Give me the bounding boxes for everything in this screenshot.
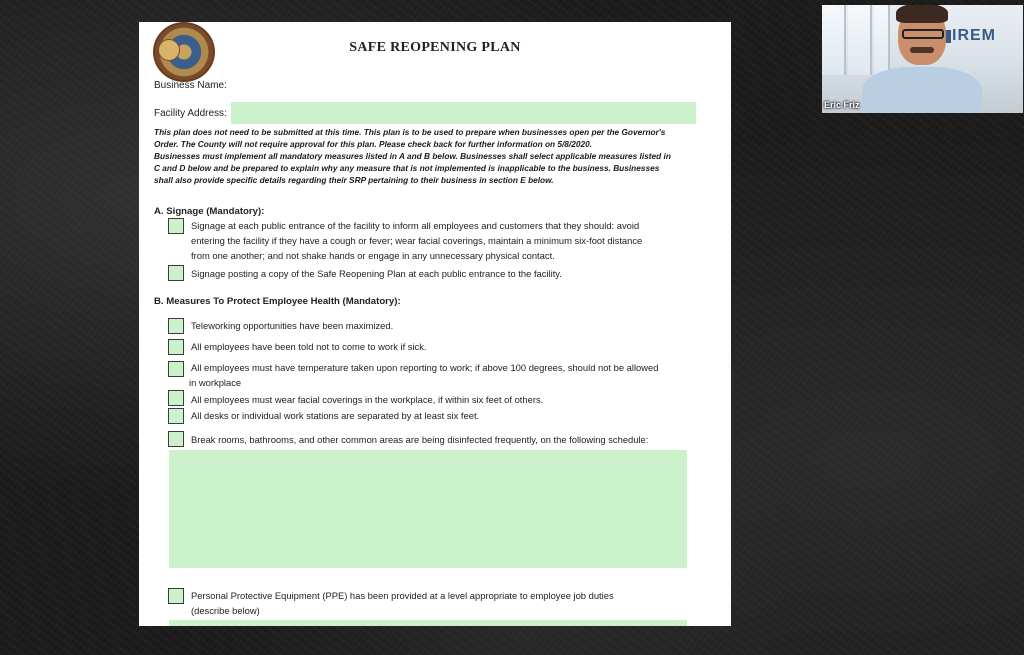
ppe-description-field[interactable]	[169, 620, 687, 626]
section-b-heading: B. Measures To Protect Employee Health (Mandatory):	[154, 296, 401, 307]
checkbox-a1[interactable]	[168, 218, 184, 234]
section-b-item-5	[191, 408, 726, 423]
disinfection-schedule-field[interactable]	[169, 450, 687, 568]
document-title: SAFE REOPENING PLAN	[349, 40, 521, 55]
item-line: All employees must wear facial coverings in the workplace, if within six feet of others.	[191, 394, 544, 405]
notice-line: This plan does not need to be submitted at this time. This plan is to be used to prepare when businesses open per the Governor's	[154, 127, 666, 137]
window-pane	[848, 5, 872, 75]
checkbox-b3[interactable]	[168, 361, 184, 377]
notice-line: Order. The County will not require approval for this plan. Please check back for further information on 5/8/2020.	[154, 139, 592, 149]
participant-moustache	[910, 47, 934, 53]
checkbox-b1[interactable]	[168, 318, 184, 334]
item-line: Signage posting a copy of the Safe Reopening Plan at each public entrance to the facility.	[191, 268, 562, 279]
item-line: Teleworking opportunities have been maximized.	[191, 320, 394, 331]
item-line: Break rooms, bathrooms, and other common areas are being disinfected frequently, on the following schedule:	[191, 434, 649, 445]
participant-glasses	[902, 29, 944, 39]
section-a-heading: A. Signage (Mandatory):	[154, 206, 265, 217]
shared-document	[139, 22, 731, 626]
window-pane	[874, 5, 890, 75]
facility-address-field[interactable]	[231, 102, 696, 124]
checkbox-a2[interactable]	[168, 265, 184, 281]
participant-shirt	[862, 67, 982, 113]
item-line: (describe below)	[191, 605, 260, 616]
section-b-item-6	[191, 432, 726, 447]
item-line: All desks or individual work stations are separated by at least six feet.	[191, 410, 480, 421]
item-line: All employees have been told not to come to work if sick.	[191, 341, 427, 352]
window-pane	[822, 5, 846, 75]
checkbox-b6[interactable]	[168, 431, 184, 447]
checkbox-b4[interactable]	[168, 390, 184, 406]
checkbox-b7[interactable]	[168, 588, 184, 604]
section-b-item-2	[191, 339, 726, 354]
item-line: Personal Protective Equipment (PPE) has been provided at a level appropriate to employee job duties	[191, 590, 614, 601]
checkbox-b5[interactable]	[168, 408, 184, 424]
checkbox-b2[interactable]	[168, 339, 184, 355]
section-a-item-1	[191, 218, 726, 263]
notice-line: Businesses must implement all mandatory measures listed in A and B below. Businesses shall select applicable measures listed in	[154, 151, 671, 161]
participant-video-tile[interactable]	[822, 5, 1023, 113]
item-line: entering the facility if they have a cough or fever; wear facial coverings, maintain a minimum six-foot distance	[191, 235, 643, 246]
section-b-item-4	[191, 392, 726, 407]
item-line: in workplace	[189, 377, 242, 388]
business-name-label: Business Name:	[154, 80, 227, 91]
irem-logo: IREM	[952, 27, 996, 44]
section-b-item-3	[191, 360, 731, 390]
section-a-item-2	[191, 266, 726, 281]
section-b-item-7	[191, 588, 726, 618]
item-line: All employees must have temperature taken upon reporting to work; if above 100 degrees, should not be allowed	[191, 362, 659, 373]
participant-name-label: Eric Friz	[824, 100, 860, 110]
participant-hair	[896, 5, 948, 23]
plan-notice	[154, 126, 724, 186]
item-line: Signage at each public entrance of the facility to inform all employees and customers that they should: avoid	[191, 220, 640, 231]
notice-line: shall also provide specific details regarding their SRP pertaining to their business in section E below.	[154, 175, 554, 185]
notice-line: C and D below and be prepared to explain why any measure that is not implemented is inapplicable to the business. Businesses	[154, 163, 660, 173]
facility-address-label: Facility Address:	[154, 108, 227, 119]
section-b-item-1	[191, 318, 726, 333]
item-line: from one another; and not shake hands or engage in any unnecessary physical contact.	[191, 250, 555, 261]
